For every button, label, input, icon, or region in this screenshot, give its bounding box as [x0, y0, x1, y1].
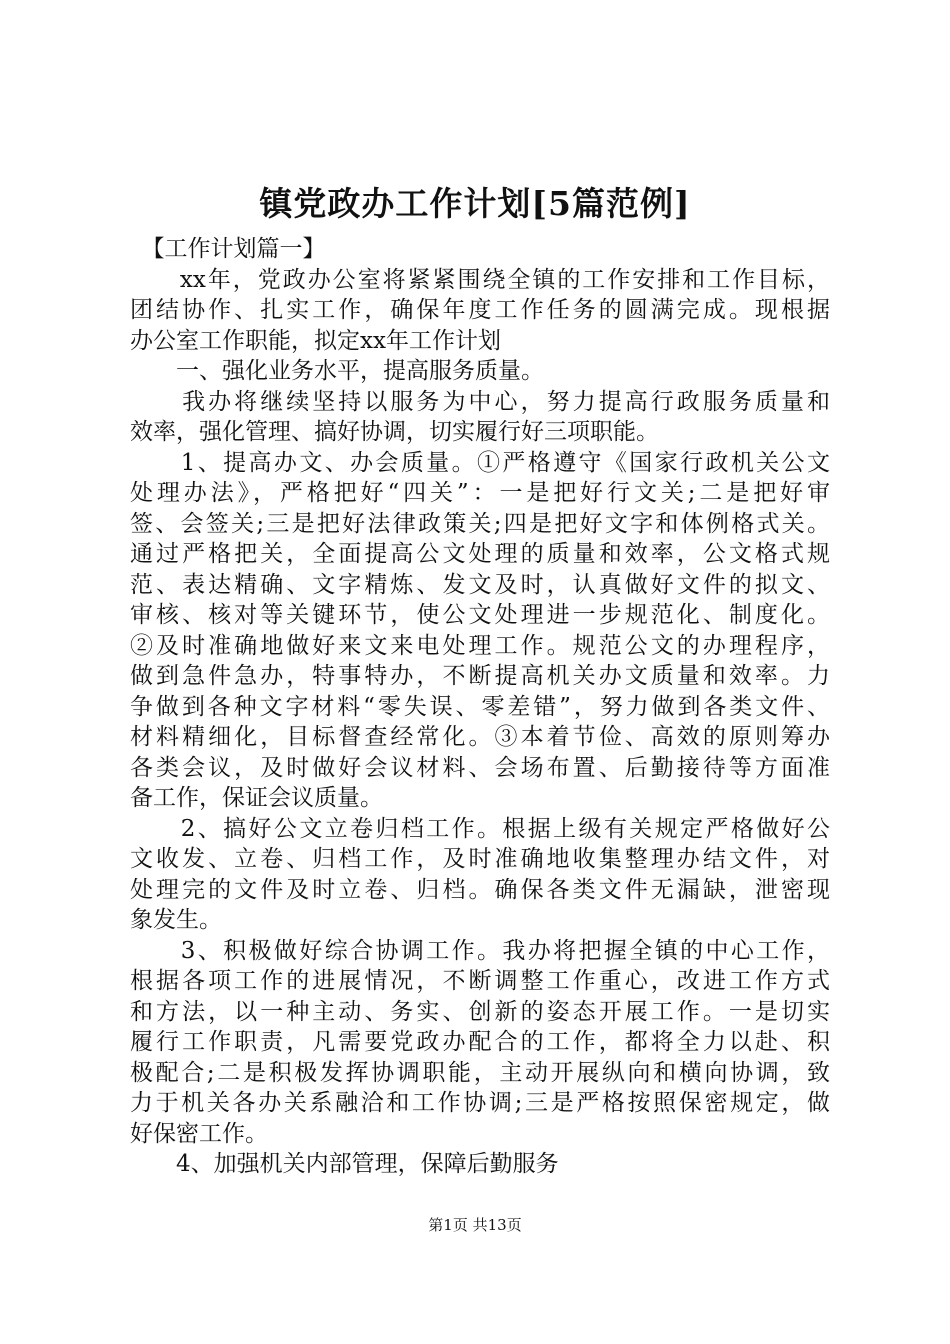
text-line: 范、表达精确、文字精炼、发文及时，认真做好文件的拟文、 [130, 571, 830, 598]
text-line: xx年，党政办公室将紧紧围绕全镇的工作安排和工作目标， [130, 266, 830, 293]
text-line: 1、提高办文、办会质量。①严格遵守《国家行政机关公文 [130, 449, 830, 476]
text-line: 2、搞好公文立卷归档工作。根据上级有关规定严格做好公 [130, 815, 830, 842]
text-line: 我办将继续坚持以服务为中心，努力提高行政服务质量和 [130, 388, 830, 415]
text-line: 力于机关各办关系融洽和工作协调;三是严格按照保密规定，做 [130, 1090, 830, 1116]
text-line: 效率，强化管理、搞好协调，切实履行好三项职能。 [130, 419, 659, 445]
text-line: 审核、核对等关键环节，使公文处理进一步规范化、制度化。 [130, 602, 830, 628]
text-line: 3、积极做好综合协调工作。我办将把握全镇的中心工作， [130, 937, 830, 964]
text-line: 做到急件急办，特事特办，不断提高机关办文质量和效率。力 [130, 663, 830, 689]
text-line: 签、会签关;三是把好法律政策关;四是把好文字和体例格式关。 [130, 510, 830, 537]
text-line: 象发生。 [130, 907, 222, 933]
text-line: ②及时准确地做好来文来电处理工作。规范公文的办理程序， [130, 632, 830, 659]
text-line: 备工作，保证会议质量。 [130, 785, 383, 811]
text-line: 好保密工作。 [130, 1120, 268, 1147]
text-line: 和方法，以一种主动、务实、创新的姿态开展工作。一是切实 [130, 998, 830, 1025]
text-line: 处理完的文件及时立卷、归档。确保各类文件无漏缺，泄密现 [130, 876, 830, 903]
page-footer: 第1页 共13页 [428, 1216, 522, 1234]
text-line: 各类会议，及时做好会议材料、会场布置、后勤接待等方面准 [130, 754, 830, 781]
text-line: 极配合;二是积极发挥协调职能，主动开展纵向和横向协调，致 [130, 1059, 830, 1086]
text-line: 履行工作职责，凡需要党政办配合的工作，都将全力以赴、积 [130, 1029, 830, 1055]
text-line: 一、强化业务水平，提高服务质量。 [130, 358, 544, 384]
text-line: 处理办法》，严格把好“四关”：一是把好行文关;二是把好审 [130, 480, 830, 506]
text-line: 根据各项工作的进展情况，不断调整工作重心，改进工作方式 [130, 968, 830, 994]
text-line: 材料精细化，目标督查经常化。③本着节俭、高效的原则筹办 [130, 724, 830, 750]
text-line: 办公室工作职能，拟定xx年工作计划 [130, 327, 501, 354]
text-line: 文收发、立卷、归档工作，及时准确地收集整理办结文件，对 [130, 846, 830, 872]
text-line: 4、加强机关内部管理，保障后勤服务 [130, 1151, 559, 1177]
text-line: 【工作计划篇一】 [130, 236, 326, 262]
text-line: 通过严格把关，全面提高公文处理的质量和效率，公文格式规 [130, 541, 830, 567]
document-title: 镇党政办工作计划[5篇范例] [259, 184, 691, 223]
text-line: 争做到各种文字材料“零失误、零差错”，努力做到各类文件、 [130, 693, 830, 720]
text-line: 团结协作、扎实工作，确保年度工作任务的圆满完成。现根据 [130, 297, 830, 323]
document-body [130, 234, 830, 1180]
